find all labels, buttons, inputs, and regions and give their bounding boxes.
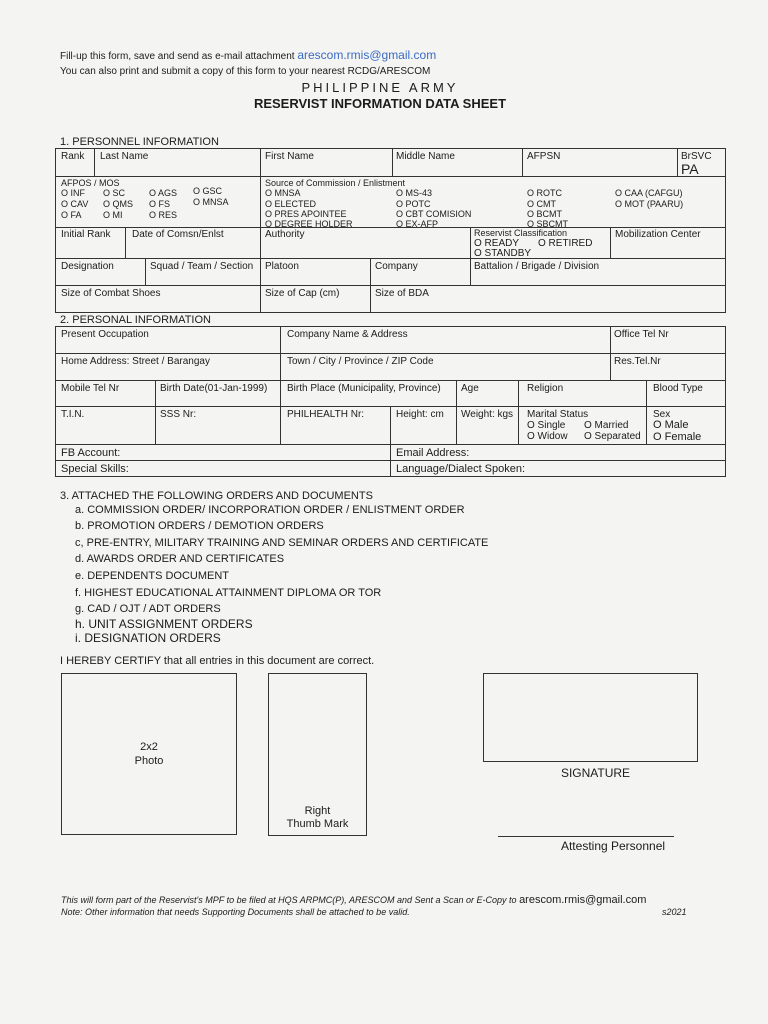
- bda-size-field[interactable]: Size of BDA: [375, 288, 429, 299]
- marital-status-label: Marital Status: [527, 409, 589, 420]
- photo-box[interactable]: [61, 673, 237, 835]
- form-code: s2021: [662, 907, 687, 917]
- source-option-cmt[interactable]: O CMT: [527, 199, 556, 209]
- afpos-option-ags[interactable]: O AGS: [149, 188, 178, 198]
- doc-item-c: c, PRE-ENTRY, MILITARY TRAINING AND SEMINAR ORDERS AND CERTIFICATE: [75, 537, 489, 549]
- source-option-potc[interactable]: O POTC: [396, 199, 431, 209]
- company-field[interactable]: Company: [375, 261, 418, 272]
- birth-place-field[interactable]: Birth Place (Municipality, Province): [287, 383, 441, 394]
- thumb-label-mark: Thumb Mark: [286, 818, 349, 830]
- source-commission-label: Source of Commission / Enlistment: [265, 178, 406, 188]
- sex-male-option[interactable]: O Male: [653, 419, 689, 431]
- first-name-field[interactable]: First Name: [265, 151, 314, 162]
- cap-size-field[interactable]: Size of Cap (cm): [265, 288, 340, 299]
- afpos-option-cav[interactable]: O CAV: [61, 199, 89, 209]
- height-field[interactable]: Height: cm: [396, 409, 444, 420]
- source-option-ms43[interactable]: O MS-43: [396, 188, 433, 198]
- afpos-option-res[interactable]: O RES: [149, 210, 178, 220]
- date-comsn-field[interactable]: Date of Comsn/Enlst: [132, 229, 224, 240]
- source-option-rotc[interactable]: O ROTC: [527, 188, 562, 198]
- attesting-personnel-label: Attesting Personnel: [560, 839, 666, 853]
- source-option-bcmt[interactable]: O BCMT: [527, 209, 562, 219]
- birth-date-field[interactable]: Birth Date(01-Jan-1999): [160, 383, 268, 394]
- age-field[interactable]: Age: [461, 383, 479, 394]
- section2-heading: 2. PERSONAL INFORMATION: [60, 314, 211, 326]
- footer-note-2: Note: Other information that needs Supporting Documents shall be attached to be valid.: [61, 907, 410, 917]
- source-option-mot[interactable]: O MOT (PAARU): [615, 199, 684, 209]
- philhealth-field[interactable]: PHILHEALTH Nr:: [287, 409, 365, 420]
- form-title: RESERVIST INFORMATION DATA SHEET: [253, 96, 507, 111]
- class-ready-option[interactable]: O READY: [474, 238, 520, 249]
- email-address-field[interactable]: Email Address:: [396, 447, 470, 459]
- combat-shoes-field[interactable]: Size of Combat Shoes: [61, 288, 161, 299]
- mobile-field[interactable]: Mobile Tel Nr: [61, 383, 120, 394]
- brsvc-value[interactable]: PA: [681, 161, 699, 177]
- source-option-degree-holder[interactable]: O DEGREE HOLDER: [265, 219, 353, 229]
- occupation-field[interactable]: Present Occupation: [61, 329, 149, 340]
- company-address-field[interactable]: Company Name & Address: [287, 329, 408, 340]
- afpos-option-mnsa[interactable]: O MNSA: [193, 197, 229, 207]
- doc-item-b: b. PROMOTION ORDERS / DEMOTION ORDERS: [75, 520, 324, 532]
- authority-field[interactable]: Authority: [265, 229, 305, 240]
- instruction-line-2: You can also print and submit a copy of this form to your nearest RCDG/ARESCOM: [60, 66, 431, 77]
- sex-female-option[interactable]: O Female: [653, 431, 702, 443]
- photo-label-size: 2x2: [140, 741, 158, 753]
- special-skills-field[interactable]: Special Skills:: [61, 463, 129, 475]
- afpos-option-mi[interactable]: O MI: [103, 210, 123, 220]
- source-option-mnsa[interactable]: O MNSA: [265, 188, 301, 198]
- town-field[interactable]: Town / City / Province / ZIP Code: [287, 356, 434, 367]
- reservist-class-label: Reservist Classification: [474, 228, 568, 238]
- attesting-signature-line: [498, 836, 674, 837]
- source-option-elected[interactable]: O ELECTED: [265, 199, 317, 209]
- language-field[interactable]: Language/Dialect Spoken:: [396, 463, 526, 475]
- doc-item-d: d. AWARDS ORDER AND CERTIFICATES: [75, 553, 285, 565]
- org-name: PHILIPPINE ARMY: [301, 80, 459, 95]
- photo-label: Photo: [134, 755, 164, 767]
- doc-item-e: e. DEPENDENTS DOCUMENT: [75, 570, 230, 582]
- afpos-option-inf[interactable]: O INF: [61, 188, 85, 198]
- thumb-label-right: Right: [304, 805, 331, 817]
- doc-item-f: f. HIGHEST EDUCATIONAL ATTAINMENT DIPLOMA OR TOR: [75, 587, 382, 599]
- source-option-pres-apointee[interactable]: O PRES APOINTEE: [265, 209, 347, 219]
- sss-field[interactable]: SSS Nr:: [160, 409, 197, 420]
- afpos-option-fs[interactable]: O FS: [149, 199, 171, 209]
- source-option-cbt-comision[interactable]: O CBT COMISION: [396, 209, 472, 219]
- squad-field[interactable]: Squad / Team / Section: [150, 261, 254, 272]
- instruction-line-1: Fill-up this form, save and send as e-mail attachment arescom.rmis@gmail.com: [60, 48, 437, 62]
- doc-item-i: i. DESIGNATION ORDERS: [75, 631, 221, 645]
- signature-box[interactable]: [483, 673, 698, 762]
- platoon-field[interactable]: Platoon: [265, 261, 299, 272]
- mobilization-center-field[interactable]: Mobilization Center: [615, 229, 701, 240]
- marital-widow-option[interactable]: O Widow: [527, 431, 568, 442]
- footer-email-link[interactable]: arescom.rmis@gmail.com: [519, 894, 647, 906]
- afpos-mos-label: AFPOS / MOS: [61, 178, 120, 188]
- home-address-field[interactable]: Home Address: Street / Barangay: [61, 356, 210, 367]
- rank-field[interactable]: Rank: [61, 151, 85, 162]
- source-option-ex-afp[interactable]: O EX-AFP: [396, 219, 439, 229]
- doc-item-g: g. CAD / OJT / ADT ORDERS: [75, 603, 221, 615]
- source-option-sbcmt[interactable]: O SBCMT: [527, 219, 569, 229]
- weight-field[interactable]: Weight: kgs: [461, 409, 514, 420]
- marital-married-option[interactable]: O Married: [584, 420, 629, 431]
- afpos-option-gsc[interactable]: O GSC: [193, 186, 223, 196]
- blood-type-field[interactable]: Blood Type: [653, 383, 703, 394]
- fb-account-field[interactable]: FB Account:: [61, 447, 121, 459]
- office-tel-field[interactable]: Office Tel Nr: [614, 329, 669, 340]
- tin-field[interactable]: T.I.N.: [61, 409, 85, 420]
- instruction-email-link[interactable]: arescom.rmis@gmail.com: [297, 48, 437, 62]
- section1-heading: 1. PERSONNEL INFORMATION: [60, 136, 219, 148]
- last-name-field[interactable]: Last Name: [100, 151, 149, 162]
- certify-statement: I HEREBY CERTIFY that all entries in this document are correct.: [60, 655, 375, 667]
- battalion-field[interactable]: Battalion / Brigade / Division: [474, 261, 600, 272]
- afpos-option-sc[interactable]: O SC: [103, 188, 126, 198]
- class-retired-option[interactable]: O RETIRED: [538, 238, 593, 249]
- designation-field[interactable]: Designation: [61, 261, 114, 272]
- signature-label: SIGNATURE: [560, 766, 631, 780]
- footer-note-1: This will form part of the Reservist's MPF to be filed at HQS ARPMC(P), ARESCOM and Sent a Scan or E-Copy to arescom.rmis@gmail.com: [61, 894, 647, 906]
- marital-single-option[interactable]: O Single: [527, 420, 566, 431]
- res-tel-field[interactable]: Res.Tel.Nr: [614, 356, 661, 367]
- afpsn-field[interactable]: AFPSN: [527, 151, 561, 162]
- marital-separated-option[interactable]: O Separated: [584, 431, 641, 442]
- brsvc-label: BrSVC: [681, 151, 712, 162]
- doc-item-h: h. UNIT ASSIGNMENT ORDERS: [75, 617, 253, 631]
- section3-heading: 3. ATTACHED THE FOLLOWING ORDERS AND DOCUMENTS: [60, 490, 373, 502]
- religion-field[interactable]: Religion: [527, 383, 564, 394]
- middle-name-field[interactable]: Middle Name: [396, 151, 455, 162]
- class-standby-option[interactable]: O STANDBY: [474, 248, 532, 259]
- afpos-option-qms[interactable]: O QMS: [103, 199, 134, 209]
- source-option-caa[interactable]: O CAA (CAFGU): [615, 188, 683, 198]
- initial-rank-field[interactable]: Initial Rank: [61, 229, 111, 240]
- sex-label: Sex: [653, 409, 671, 420]
- afpos-option-fa[interactable]: O FA: [61, 210, 82, 220]
- doc-item-a: a. COMMISSION ORDER/ INCORPORATION ORDER / ENLISTMENT ORDER: [75, 504, 465, 516]
